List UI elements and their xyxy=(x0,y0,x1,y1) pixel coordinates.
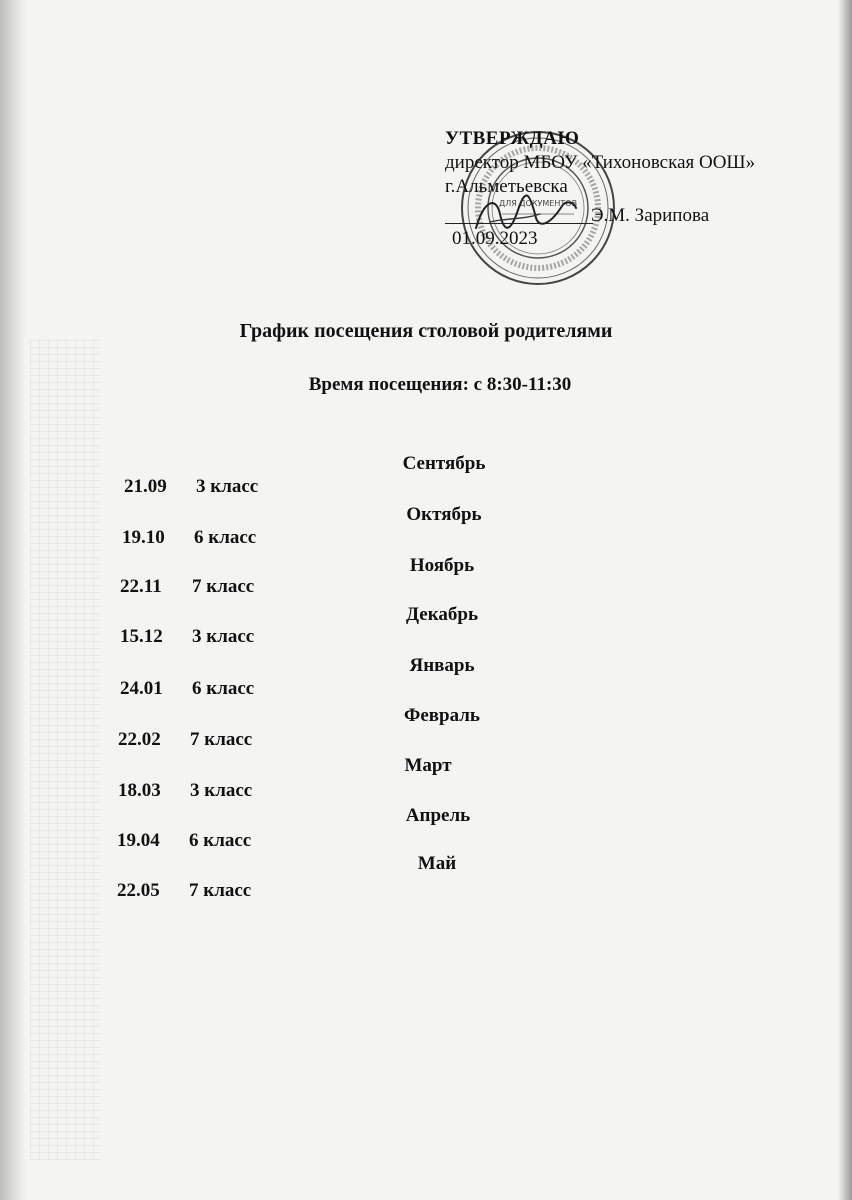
visit-date: 22.11 xyxy=(120,576,162,597)
month-label: Сентябрь xyxy=(402,453,486,474)
visit-class: 7 класс xyxy=(192,576,255,597)
approval-title: УТВЕРЖДАЮ xyxy=(445,128,580,149)
approval-position: директор МБОУ «Тихоновская ООШ» xyxy=(445,152,756,173)
director-name: Э.М. Зарипова xyxy=(591,205,710,226)
schedule-row xyxy=(118,780,252,802)
visit-date: 24.01 xyxy=(120,678,163,699)
visit-class: 3 класс xyxy=(196,476,259,497)
month-label: Октябрь xyxy=(406,504,482,525)
seal-inner-text: ДЛЯ ДОКУМЕНТОВ xyxy=(498,199,578,208)
schedule-row xyxy=(120,678,254,700)
month-label: Март xyxy=(404,755,452,776)
visit-class: 6 класс xyxy=(189,830,252,851)
visit-class: 3 класс xyxy=(192,626,255,647)
schedule-row xyxy=(117,880,251,902)
visit-date: 19.10 xyxy=(122,527,165,548)
visit-class: 6 класс xyxy=(194,527,257,548)
schedule-row xyxy=(124,476,258,498)
visit-date: 22.05 xyxy=(117,880,160,901)
schedule-row xyxy=(117,830,251,852)
schedule-row xyxy=(122,527,256,549)
scan-shadow-right xyxy=(838,0,852,1200)
month-label: Декабрь xyxy=(405,604,478,625)
document-title: График посещения столовой родителями xyxy=(239,320,613,342)
month-label: Ноябрь xyxy=(409,555,475,576)
visit-class: 7 класс xyxy=(190,729,253,750)
visit-class: 6 класс xyxy=(192,678,255,699)
visit-class: 7 класс xyxy=(189,880,252,901)
month-label: Январь xyxy=(409,655,475,676)
visit-date: 15.12 xyxy=(120,626,163,647)
schedule-row xyxy=(120,576,254,598)
approval-city: г.Альметьевска xyxy=(445,176,568,197)
visit-date: 21.09 xyxy=(124,476,167,497)
handwritten-signature xyxy=(470,188,580,240)
schedule-row xyxy=(120,626,254,648)
visit-date: 22.02 xyxy=(118,729,161,750)
scan-noise xyxy=(30,340,100,1160)
month-label: Февраль xyxy=(404,705,480,726)
visit-date: 19.04 xyxy=(117,830,160,851)
schedule-row xyxy=(118,729,252,751)
approval-date: 01.09.2023 xyxy=(452,228,538,249)
month-label: Май xyxy=(417,853,457,874)
month-label: Апрель xyxy=(405,805,471,826)
visit-time: Время посещения: с 8:30-11:30 xyxy=(308,374,572,395)
visit-class: 3 класс xyxy=(190,780,253,801)
visit-date: 18.03 xyxy=(118,780,161,801)
scan-shadow-left xyxy=(0,0,26,1200)
